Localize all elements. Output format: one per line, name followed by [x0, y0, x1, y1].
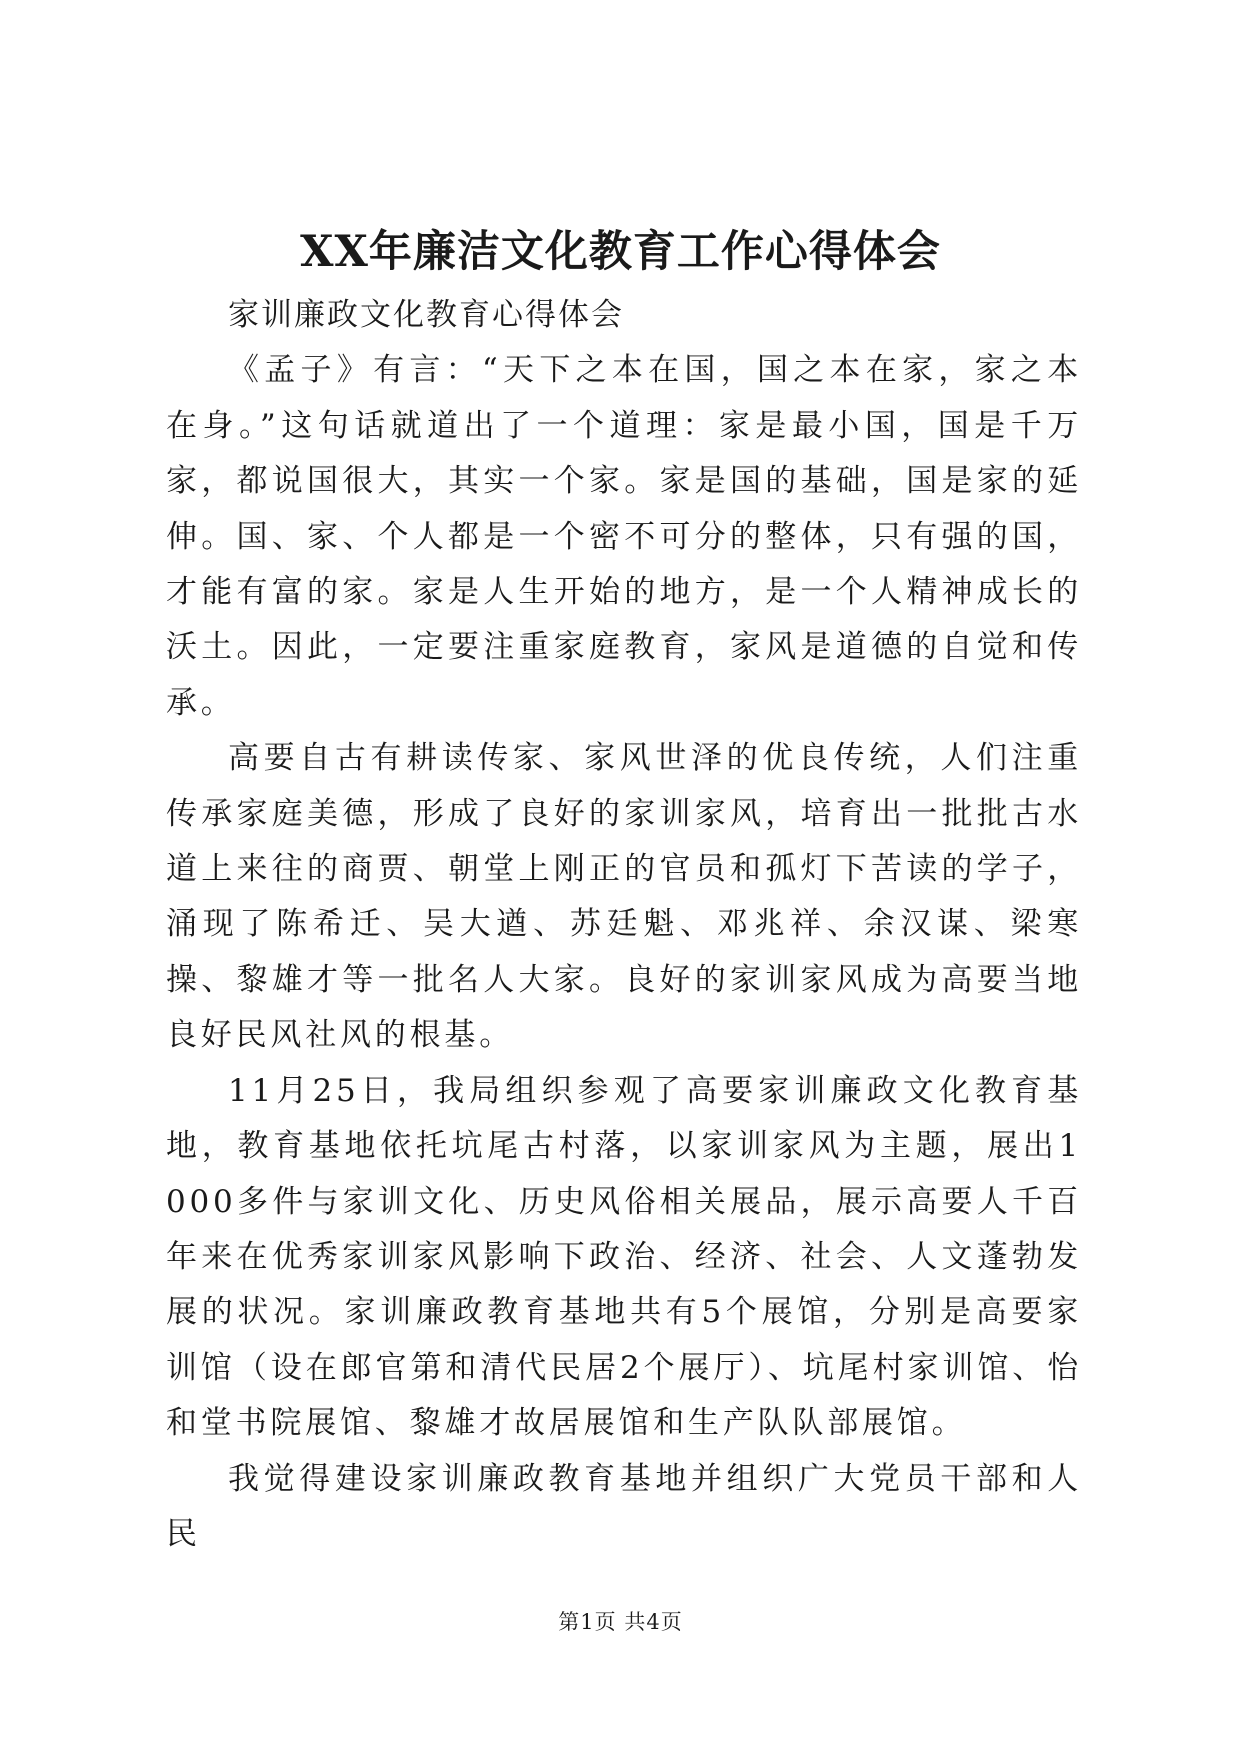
page-footer: 第1页 共4页 — [558, 1610, 683, 1634]
body-paragraph-3: 11月25日，我局组织参观了高要家训廉政文化教育基地，教育基地依托坑尾古村落，以家训家风为主题，展出1000多件与家训文化、历史风俗相关展品，展示高要人千百年来在优秀家训家风影响下政治、经济、社会、人文蓬勃发展的状况。家训廉政教育基地共有5个展馆，分别是高要家训馆（设在郎官第和清代民居2个展厅）、坑尾村家训馆、怡和堂书院展馆、黎雄才故居展馆和生产队队部展馆。 — [166, 1072, 1082, 1442]
body-paragraph-4: 我觉得建设家训廉政教育基地并组织广大党员干部和人民 — [166, 1460, 1082, 1552]
body-paragraph-1: 《孟子》有言：“天下之本在国，国之本在家，家之本在身。”这句话就道出了一个道理：家是最小国，国是千万家，都说国很大，其实一个家。家是国的基础，国是家的延伸。国、家、个人都是一个密不可分的整体，只有强的国，才能有富的家。家是人生开始的地方，是一个人精神成长的沃土。因此，一定要注重家庭教育，家风是道德的自觉和传承。 — [166, 352, 1082, 721]
body-paragraph-2: 高要自古有耕读传家、家风世泽的优良传统，人们注重传承家庭美德，形成了良好的家训家风，培育出一批批古水道上来往的商贾、朝堂上刚正的官员和孤灯下苦读的学子，涌现了陈希迁、吴大遒、苏廷魁、邓兆祥、余汉谋、梁寒操、黎雄才等一批名人大家。良好的家训家风成为高要当地良好民风社风的根基。 — [166, 740, 1082, 1054]
document-title: XX年廉洁文化教育工作心得体会 — [300, 227, 941, 277]
document-body — [166, 288, 1082, 1562]
subtitle-paragraph: 家训廉政文化教育心得体会 — [228, 297, 624, 333]
